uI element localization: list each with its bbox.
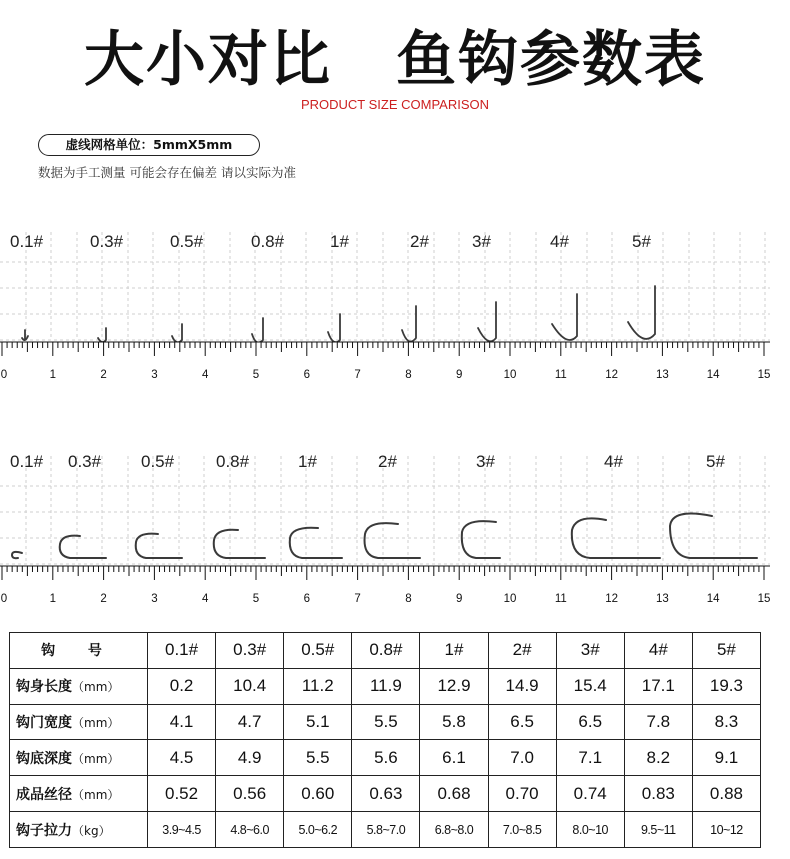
ruler-number: 4 xyxy=(201,369,209,381)
table-cell: 8.2 xyxy=(624,740,692,776)
ruler-number: 15 xyxy=(757,369,771,381)
hook-4-side xyxy=(552,294,577,340)
table-header-cell: 钩 号 xyxy=(10,633,148,669)
ruler-number: 13 xyxy=(655,369,669,381)
page-title xyxy=(0,12,790,98)
table-cell: 19.3 xyxy=(692,668,760,704)
table-cell: 9.5~11 xyxy=(624,812,692,848)
table-cell: 17.1 xyxy=(624,668,692,704)
ruler-number: 10 xyxy=(503,369,517,381)
table-header-cell: 2# xyxy=(488,633,556,669)
hook-size-label: 0.8# xyxy=(216,452,250,471)
table-cell: 12.9 xyxy=(420,668,488,704)
table-header-row xyxy=(10,633,761,669)
hook-size-label: 4# xyxy=(550,232,569,251)
ruler-number: 3 xyxy=(151,369,158,381)
table-cell: 10.4 xyxy=(216,668,284,704)
hook-0.8-top xyxy=(214,530,265,558)
hook-size-label: 1# xyxy=(298,452,317,471)
table-cell: 5.1 xyxy=(284,704,352,740)
hook-0.1-side xyxy=(22,330,28,340)
ruler-ticks-top xyxy=(0,566,770,580)
ruler-number: 6 xyxy=(303,593,310,605)
hook-size-label: 4# xyxy=(604,452,623,471)
table-header-cell: 3# xyxy=(556,633,624,669)
row-label xyxy=(10,668,148,704)
table-cell: 4.7 xyxy=(216,704,284,740)
ruler-number: 1 xyxy=(49,593,56,605)
hook-size-label: 1# xyxy=(330,232,349,251)
hook-size-label: 0.5# xyxy=(141,452,175,471)
hook-size-label: 0.8# xyxy=(251,232,285,251)
ruler-number: 9 xyxy=(455,593,463,605)
ruler-number: 2 xyxy=(100,369,107,381)
ruler-number: 7 xyxy=(354,593,361,605)
table-cell: 7.8 xyxy=(624,704,692,740)
table-cell: 0.52 xyxy=(148,776,216,812)
hook-3-side xyxy=(478,302,496,341)
table-cell: 6.5 xyxy=(488,704,556,740)
ruler-number: 8 xyxy=(405,369,412,381)
table-cell: 6.5 xyxy=(556,704,624,740)
ruler-number: 14 xyxy=(706,593,720,605)
table-cell: 4.8~6.0 xyxy=(216,812,284,848)
page-subtitle: PRODUCT SIZE COMPARISON xyxy=(300,97,490,112)
table-cell: 8.0~10 xyxy=(556,812,624,848)
hook-size-label: 0.1# xyxy=(10,232,44,251)
table-header-cell: 4# xyxy=(624,633,692,669)
hook-size-label: 2# xyxy=(378,452,397,471)
ruler-number: 8 xyxy=(405,593,412,605)
ruler-number: 0 xyxy=(0,593,8,605)
row-label-text: 成品丝径 xyxy=(16,786,72,803)
ruler-number: 10 xyxy=(503,593,517,605)
row-label-text: 钩身长度 xyxy=(16,679,72,696)
hook-size-label: 0.5# xyxy=(170,232,204,251)
row-label xyxy=(10,776,148,812)
table-cell: 5.5 xyxy=(352,704,420,740)
table-cell: 0.2 xyxy=(148,668,216,704)
title-left: 大小对比 xyxy=(84,25,332,95)
table-cell: 7.0~8.5 xyxy=(488,812,556,848)
ruler-number: 3 xyxy=(151,593,158,605)
hook-size-label: 0.1# xyxy=(10,452,44,471)
ruler-number: 12 xyxy=(605,369,618,381)
ruler-number: 1 xyxy=(49,369,56,381)
hook-0.8-side xyxy=(252,318,263,342)
ruler-number: 6 xyxy=(303,369,310,381)
ruler-number: 2 xyxy=(100,593,107,605)
hook-2-side xyxy=(402,306,416,342)
table-cell: 5.0~6.2 xyxy=(284,812,352,848)
ruler-number: 9 xyxy=(455,369,463,381)
table-cell: 7.0 xyxy=(488,740,556,776)
table-cell: 0.68 xyxy=(420,776,488,812)
ruler-bar-side xyxy=(0,342,770,356)
table-cell: 0.70 xyxy=(488,776,556,812)
row-label xyxy=(10,812,148,848)
hook-size-label: 2# xyxy=(410,232,429,251)
ruler-number: 0 xyxy=(0,369,8,381)
table-header-cell: 0.1# xyxy=(148,633,216,669)
hook-0.3-top xyxy=(60,536,106,558)
row-label-unit: （mm） xyxy=(72,680,120,695)
table-header-cell: 0.5# xyxy=(284,633,352,669)
table-cell: 6.8~8.0 xyxy=(420,812,488,848)
row-label-text: 钩门宽度 xyxy=(16,715,72,732)
hook-size-label: 5# xyxy=(706,452,725,471)
ruler-number: 5 xyxy=(252,593,260,605)
table-cell: 8.3 xyxy=(692,704,760,740)
table-header-cell: 0.8# xyxy=(352,633,420,669)
ruler-number: 11 xyxy=(554,369,567,381)
ruler-number: 13 xyxy=(655,593,669,605)
table-header-cell: 1# xyxy=(420,633,488,669)
table-cell: 15.4 xyxy=(556,668,624,704)
table-cell: 9.1 xyxy=(692,740,760,776)
hook-4-top xyxy=(572,518,660,558)
ruler-number: 4 xyxy=(201,593,209,605)
table-header-cell: 0.3# xyxy=(216,633,284,669)
table-row xyxy=(10,704,761,740)
hook-size-label: 0.3# xyxy=(68,452,102,471)
table-row xyxy=(10,776,761,812)
row-label xyxy=(10,740,148,776)
ruler-number: 5 xyxy=(252,369,260,381)
ruler-number: 11 xyxy=(554,593,567,605)
row-label-unit: （mm） xyxy=(72,716,120,731)
table-row xyxy=(10,740,761,776)
hook-size-label: 3# xyxy=(472,232,491,251)
hook-5-side xyxy=(628,286,655,339)
table-cell: 11.9 xyxy=(352,668,420,704)
hook-1-top xyxy=(290,528,342,558)
table-cell: 0.83 xyxy=(624,776,692,812)
table-cell: 4.5 xyxy=(148,740,216,776)
hook-0.5-top xyxy=(136,534,182,558)
hook-drawings-top xyxy=(12,514,757,559)
hook-0.1-top xyxy=(12,552,22,558)
table-cell: 5.6 xyxy=(352,740,420,776)
hook-size-label: 0.3# xyxy=(90,232,124,251)
row-label-text: 钩底深度 xyxy=(16,750,72,767)
ruler-number: 15 xyxy=(757,593,771,605)
table-cell: 10~12 xyxy=(692,812,760,848)
table-cell: 5.8 xyxy=(420,704,488,740)
ruler-number: 7 xyxy=(354,369,361,381)
row-label-unit: （kg） xyxy=(72,823,111,838)
hook-1-side xyxy=(328,314,340,342)
table-cell: 7.1 xyxy=(556,740,624,776)
table-cell: 4.9 xyxy=(216,740,284,776)
table-row xyxy=(10,812,761,848)
ruler-panel-top xyxy=(0,446,790,616)
hook-size-label: 3# xyxy=(476,452,495,471)
table-header-cell: 5# xyxy=(692,633,760,669)
row-label xyxy=(10,704,148,740)
table-cell: 3.9~4.5 xyxy=(148,812,216,848)
hook-3-top xyxy=(462,521,500,558)
table-cell: 5.8~7.0 xyxy=(352,812,420,848)
grid-unit-badge: 虚线网格单位：5mmX5mm xyxy=(38,134,260,156)
hook-2-top xyxy=(365,523,420,558)
hook-size-label: 5# xyxy=(632,232,651,251)
table-cell: 0.60 xyxy=(284,776,352,812)
ruler-number: 12 xyxy=(605,593,618,605)
table-cell: 11.2 xyxy=(284,668,352,704)
table-cell: 5.5 xyxy=(284,740,352,776)
title-right: 鱼钩参数表 xyxy=(396,25,706,95)
row-label-unit: （mm） xyxy=(72,787,120,802)
row-label-unit: （mm） xyxy=(72,751,120,766)
table-cell: 4.1 xyxy=(148,704,216,740)
table-cell: 0.74 xyxy=(556,776,624,812)
table-cell: 0.63 xyxy=(352,776,420,812)
table-cell: 0.88 xyxy=(692,776,760,812)
hook-spec-table xyxy=(9,632,761,848)
ruler-panel-side xyxy=(0,222,790,392)
measurement-disclaimer: 数据为手工测量 可能会存在偏差 请以实际为准 xyxy=(38,165,296,180)
table-row xyxy=(10,668,761,704)
row-label-text: 钩子拉力 xyxy=(16,822,72,839)
table-cell: 6.1 xyxy=(420,740,488,776)
ruler-number: 14 xyxy=(706,369,720,381)
table-cell: 14.9 xyxy=(488,668,556,704)
table-cell: 0.56 xyxy=(216,776,284,812)
